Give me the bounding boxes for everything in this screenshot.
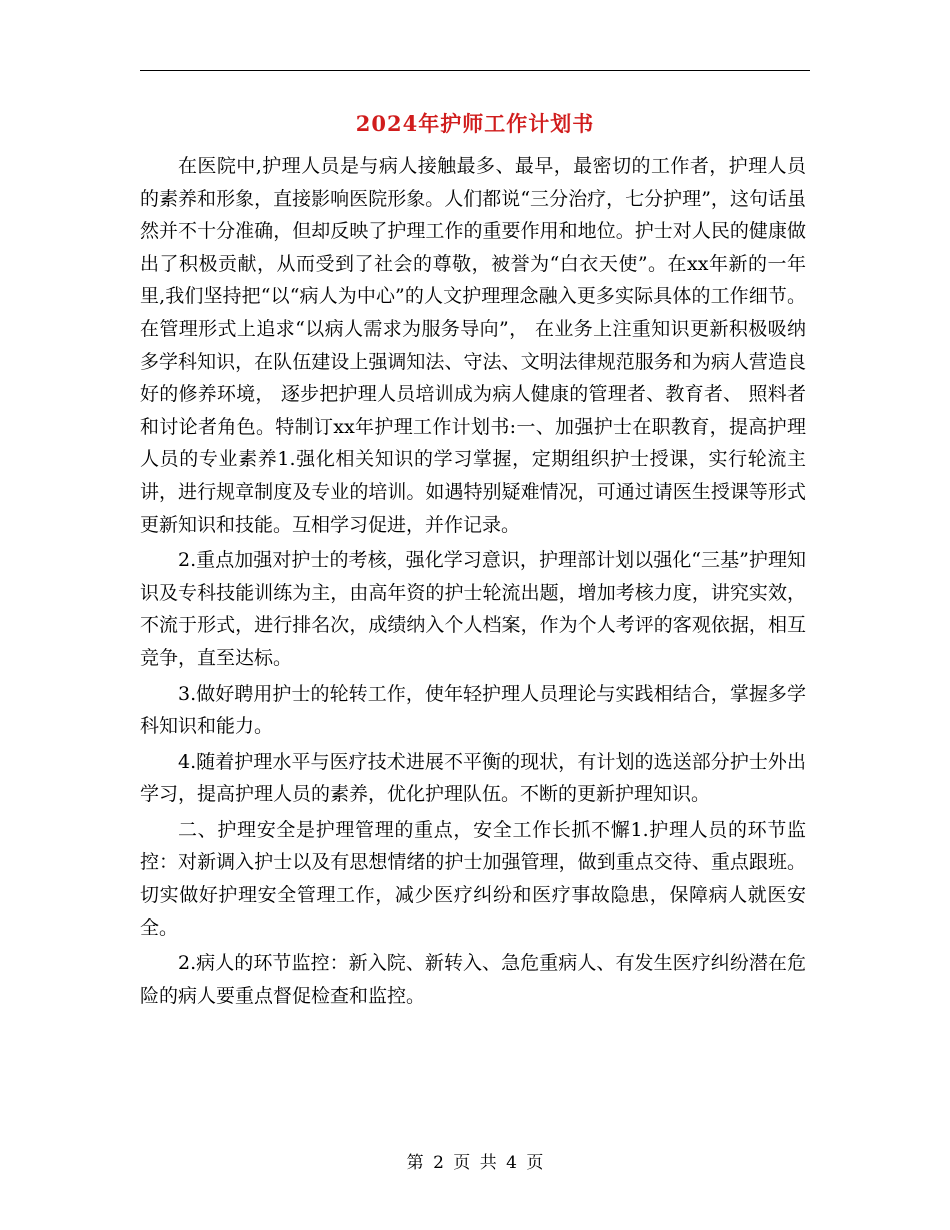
paragraph-item-4: 4.随着护理水平与医疗技术进展不平衡的现状，有计划的选送部分护士外出学习，提高护理人员的素养，优化护理队伍。不断的更新护理知识。 — [140, 750, 806, 806]
header-rule — [140, 70, 810, 71]
document-title: 2024年护师工作计划书 — [355, 111, 595, 136]
paragraph-intro: 在医院中,护理人员是与病人接触最多、最早，最密切的工作者，护理人员的素养和形象，直接影响医院形象。人们都说“三分治疗，七分护理”，这句话虽然并不十分准确，但却反映了护理工作的重要作用和地位。护士对人民的健康做出了积极贡献，从而受到了社会的尊敬，被誉为“白衣天使”。在xx年新的一年里,我们坚持把“以“病人为中心”的人文护理理念融入更多实际具体的工作细节。在管理形式上追求“以病人需求为服务导向”， 在业务上注重知识更新积极吸纳多学科知识，在队伍建设上强调知法、守法、文明法律规范服务和为病人营造良好的修养环境， 逐步把护理人员培训成为病人健康的管理者、教育者、 照料者和讨论者角色。特制订xx年护理工作计划书:一、加强护士在职教育，提高护理人员的专业素养1.强化相关知识的学习掌握，定期组织护士授课，实行轮流主讲，进行规章制度及专业的培训。如遇特别疑难情况，可通过请医生授课等形式更新知识和技能。互相学习促进，并作记录。 — [140, 155, 806, 536]
paragraph-item-2: 2.重点加强对护士的考核，强化学习意识，护理部计划以强化“三基”护理知识及专科技能训练为主，由高年资的护士轮流出题，增加考核力度，讲究实效，不流于形式，进行排名次，成绩纳入个人档案，作为个人考评的客观依据，相互竞争，直至达标。 — [140, 549, 806, 669]
paragraph-section-2-item-2: 2.病人的环节监控：新入院、新转入、急危重病人、有发生医疗纠纷潜在危险的病人要重点督促检查和监控。 — [140, 952, 806, 1007]
document-body — [140, 150, 806, 1015]
paragraph-section-2: 二、护理安全是护理管理的重点，安全工作长抓不懈1.护理人员的环节监控：对新调入护士以及有思想情绪的护士加强管理，做到重点交待、重点跟班。切实做好护理安全管理工作，减少医疗纠纷和医疗事故隐患，保障病人就医安全。 — [140, 818, 806, 939]
page-number: 第 2 页 共 4 页 — [406, 1153, 544, 1173]
paragraph-item-3: 3.做好聘用护士的轮转工作，使年轻护理人员理论与实践相结合，掌握多学科知识和能力。 — [140, 682, 806, 738]
